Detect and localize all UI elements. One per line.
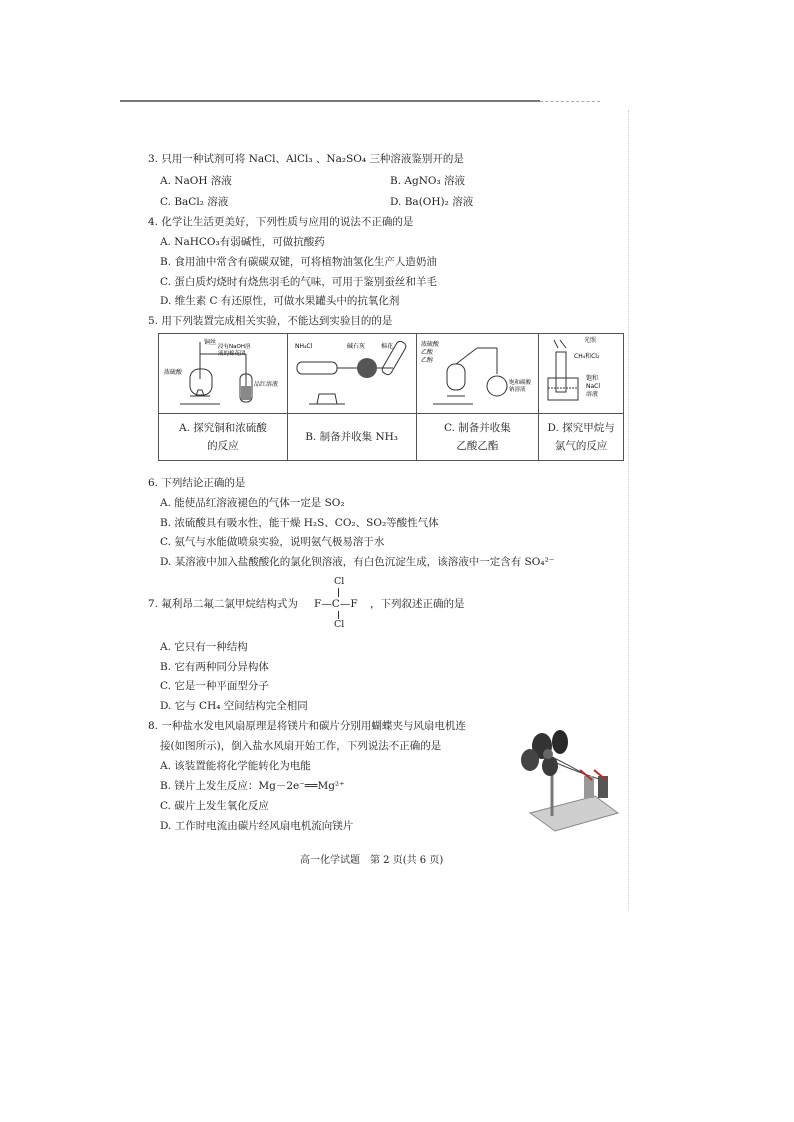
label-magenta-solution: 品红溶液 [253, 381, 278, 388]
apparatus-b [287, 334, 416, 414]
label-c-sulfuric: 浓硫酸 [421, 341, 440, 348]
q7-option-c: C. 它是一种平面型分子 [160, 680, 269, 692]
fold-line [628, 110, 629, 910]
q3-option-c: C. BaCl₂ 溶液 [160, 196, 229, 208]
label-sat-na2co3: 饱和碳酸 [509, 380, 532, 386]
caption-c [416, 414, 539, 461]
label-naoh-cotton: 浸有NaOH溶 [217, 344, 251, 350]
q3-option-a: A. NaOH 溶液 [160, 175, 232, 187]
label-naoh-cotton-2: 液的棉花团 [217, 351, 246, 357]
q8-stem-line2: 接(如图所示)，倒入盐水风扇开始工作，下列说法不正确的是 [160, 740, 442, 752]
methane-chlorine-apparatus-diagram [540, 334, 622, 410]
caption-d [539, 414, 624, 461]
q8-option-d: D. 工作时电流由碳片经风扇电机流向镁片 [160, 820, 354, 832]
q4-option-c: C. 蛋白质灼烧时有烧焦羽毛的气味，可用于鉴别蚕丝和羊毛 [160, 276, 437, 288]
label-light: 光照 [584, 337, 597, 344]
q8-option-b: B. 镁片上发生反应：Mg－2e⁻══Mg²⁺ [160, 780, 345, 792]
apparatus-c [416, 334, 539, 414]
structure-bond-bottom [338, 611, 339, 619]
label-ch4-cl2: CH₄和Cl₂ [574, 353, 600, 360]
caption-a [159, 414, 288, 461]
label-solution: 溶液 [586, 391, 599, 398]
caption-a-line1: A. 探究铜和浓硫酸 [178, 422, 267, 434]
q8-option-a: A. 该装置能将化学能转化为电能 [160, 760, 311, 772]
structure-cl-bottom: Cl [334, 619, 345, 630]
q4-option-d: D. 维生素 C 有还原性，可做水果罐头中的抗氧化剂 [160, 295, 400, 307]
caption-b [287, 414, 416, 461]
structure-middle: F—C—F [314, 598, 358, 610]
q4-option-a: A. NaHCO₃有弱碱性，可做抗酸药 [160, 236, 325, 248]
apparatus-a [159, 334, 288, 414]
q3-option-b: B. AgNO₃ 溶液 [390, 175, 466, 187]
q8-option-c: C. 碳片上发生氧化反应 [160, 800, 269, 812]
structure-bond-top [338, 588, 339, 597]
apparatus-d [539, 334, 624, 414]
q7-option-d: D. 它与 CH₄ 空间结构完全相同 [160, 700, 308, 712]
q6-option-b: B. 浓硫酸具有吸水性，能干燥 H₂S、CO₂、SO₂等酸性气体 [160, 517, 439, 529]
ethyl-acetate-apparatus-diagram [417, 334, 537, 410]
label-copper-wire: 铜丝 [203, 339, 216, 346]
caption-a-line2: 的反应 [207, 440, 239, 452]
ammonia-apparatus-diagram [289, 334, 415, 410]
caption-c-line2: 乙酸乙酯 [456, 440, 499, 452]
structure-cl-top: Cl [334, 576, 345, 587]
caption-d-line2: 氯气的反应 [554, 440, 608, 452]
copper-sulfuric-apparatus-diagram [160, 334, 286, 410]
label-cotton: 棉花 [380, 343, 393, 350]
label-soda-lime: 碱石灰 [346, 343, 365, 350]
label-conc-sulfuric: 浓硫酸 [163, 369, 182, 376]
q3-option-d: D. Ba(OH)₂ 溶液 [390, 196, 474, 208]
top-rule-dashed [540, 101, 600, 102]
q6-option-c: C. 氨气与水能做喷泉实验，说明氨气极易溶于水 [160, 536, 385, 548]
label-saturated: 饱和 [586, 375, 599, 382]
q7-stem-prefix: 7. 氟利昂二氟二氯甲烷结构式为 [148, 598, 298, 610]
q6-stem: 6. 下列结论正确的是 [148, 477, 246, 489]
q5-apparatus-table [158, 333, 624, 461]
salt-water-fan-photo [520, 718, 620, 833]
page-footer: 高一化学试题 第 2 页(共 6 页) [300, 855, 444, 866]
q6-option-d: D. 某溶液中加入盐酸酸化的氯化钡溶液，有白色沉淀生成，该溶液中一定含有 SO₄²⁻ [160, 556, 555, 568]
label-nh4cl: NH₄Cl [294, 343, 312, 350]
q3-stem: 3. 只用一种试剂可将 NaCl、AlCl₃ 、Na₂SO₄ 三种溶液鉴别开的是 [148, 153, 464, 165]
q4-option-b: B. 食用油中常含有碳碳双键，可将植物油氢化生产人造奶油 [160, 256, 437, 268]
q7-option-a: A. 它只有一种结构 [160, 641, 248, 653]
label-ethanol: 乙醇 [421, 357, 434, 364]
caption-c-line1: C. 制备并收集 [443, 422, 511, 434]
q7-option-b: B. 它有两种同分异构体 [160, 661, 269, 673]
top-rule [120, 100, 540, 102]
q5-stem: 5. 用下列装置完成相关实验，不能达到实验目的的是 [148, 315, 393, 327]
label-sat-na2co3-2: 钠溶液 [509, 387, 526, 393]
label-acetic-acid: 乙酸 [421, 349, 434, 356]
q7-stem-suffix: ，下列叙述正确的是 [370, 598, 465, 610]
q6-option-a: A. 能使品红溶液褪色的气体一定是 SO₂ [160, 497, 345, 509]
q8-stem-line1: 8. 一种盐水发电风扇原理是将镁片和碳片分别用蝴蝶夹与风扇电机连 [148, 720, 466, 732]
caption-b-line1: B. 制备并收集 NH₃ [305, 431, 399, 443]
caption-d-line1: D. 探究甲烷与 [547, 422, 615, 434]
label-nacl: NaCl [586, 383, 601, 390]
q4-stem: 4. 化学让生活更美好，下列性质与应用的说法不正确的是 [148, 216, 414, 228]
